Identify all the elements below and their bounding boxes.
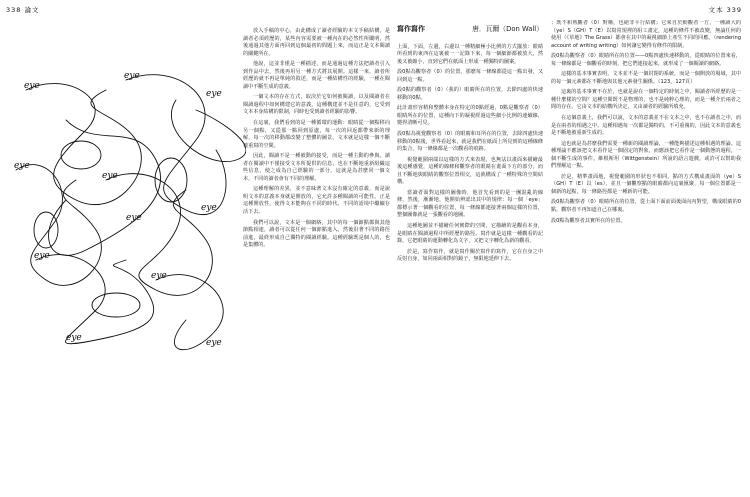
paragraph: 一個文本的存在方式，取決於它如何被閱讀，以及閱讀者在閱讀過程中如何構建它的意義。這種構建並不是任意的，它受到文本本身結構的限制，同時也受到讀者經驗的影響。	[243, 94, 390, 116]
scribble-line-8	[171, 100, 246, 162]
eye-label: eye	[24, 81, 40, 91]
paragraph: 這種理解的差異，並不意味著文本沒有確定的意義，而是說明文本的意義本身就是開放的，它允許多種閱讀的可能性。正是這種開放性，使得文本能夠在不同的時代、不同的語境中繼續存活下去。	[243, 186, 390, 216]
eye-label: eye	[14, 161, 30, 171]
page-number-right: 文本 339	[708, 6, 742, 14]
paragraph: 當讀者面對這樣的圖像時，他首先看到的是一團混亂的線條，然後，漸漸地，他開始辨認出其中的規律：每一個「eye」都標示著一個觀看的位置，每一條線都連接著兩個這樣的位置，整個圖像就是一張觀看的地圖。	[397, 189, 543, 219]
paragraph: 這種地圖並不描繪任何實際的空間，它描繪的是觀看本身，是眼睛在閱讀過程中所經歷的路徑。寫作就是這樣一種觀看的記錄，它把眼睛的運動轉化為文字，又把文字轉化為新的觀看。	[397, 223, 543, 245]
text-column-left	[243, 20, 390, 490]
eye-label: eye	[102, 171, 118, 181]
scribble-drawing	[6, 60, 246, 360]
paragraph: 設0點為視覺觀察者（0）的眼睛和耳所在的位置，去除四處快速移動的0點後，世界看起來，就是我們在紙面上所見到的這種線條的集合，每一條線都是一次觀看的痕跡。	[397, 131, 543, 153]
scribble-loop-1	[61, 141, 101, 169]
paragraph: 這也就是為甚麼我們需要一種新的閱讀理論，一種能夠描述這種相遇的理論。這種理論不應該把文本看作是一個固定的對象，而應該把它看作是一個動態的過程，一個不斷生成的事件。維根斯坦（Wittgenstein）所說的語言遊戲，或許可以幫助我們理解這一點。	[551, 140, 741, 170]
paragraph: 設0點為觀察者（0）的位置，那麼每一條線都從這一點出發，又回到這一點。	[397, 69, 543, 83]
paragraph: 在這個意義上，我們可以說，文本的意義並不在文本之中，也不在讀者之中，而是在兩者的相遇之中。這種相遇每一次都是獨特的，不可重複的，因此文本的意義也是不斷地被重新生成的。	[551, 115, 741, 137]
article-heading-row	[397, 26, 543, 34]
paragraph: 於是，精準畫面地，視覺範圍的形狀也不相同。點的方式構成畫面的（ye）S（GH）T（E）以（es），並且一個觀察點的眼睛都向這裏匯聚，每一個位置都是一個新的起點，每一條路徑都是一種新的可能。	[551, 173, 741, 195]
eye-label: eye	[201, 203, 217, 213]
paragraph: 上面，下面，左邊，右邊以一種精細極小比例的方式擺放：眼睛所看到的東西在這裏被一一記錄下來，每一個細節都被放大，然後又被縮小，直到它們在紙面上形成一種獨特的圖案。	[397, 43, 543, 65]
paragraph: 設0點為觀察者（0）眼睛所在的位置——0點四處快速移動的。從眼睛的位置來看，每一條線都是一個觀看的時刻，把它們連接起來，就形成了一個閱讀的網絡。	[551, 53, 741, 67]
text-column-right	[551, 20, 741, 490]
paragraph: 此計畫形容精和整體本身在特定的0點經過，0點是觀察者（0）眼睛所在的位置，這種向下的凝視經過這些細小比例的連續線，變得清晰可見。	[397, 105, 543, 127]
paragraph: 這樣的基本事實表明，文本並不是一個封閉的系統，而是一個開放的場域，其中的每一個元素都在不斷地與其他元素發生關係。（123，127頁）	[551, 71, 741, 85]
eye-label: eye	[126, 213, 142, 223]
paragraph: 我們可以說，文本是一個網絡，其中的每一個節點都與其他節點相連，讀者可以從任何一個節點進入，然後沿著不同的路徑前進，最終形成自己獨特的閱讀經驗。這種經驗既是個人的，也是集體的。	[243, 219, 390, 249]
scribble-line-3	[16, 165, 101, 286]
scribble-loop-4	[34, 212, 58, 248]
paragraph: 放入手稿的中心，由此構成了讀者經驗的本文手稿結構，是讀者必須經歷的，某些內容需要被一種內在的必然性所闡明，然後通過其他方面再回到這個最初的問題上來，而這正是文本閱讀的關鍵所在。	[243, 28, 390, 57]
text-column-middle	[397, 20, 543, 490]
scribble-line-7	[49, 120, 161, 255]
paragraph: 視覺範圍兩端以這樣的方式來表現，也無法以畫面來描繪最後這種感覺，這種的線條和觀察者的眼睛在畫面下方的部分，而且不斷地與眼睛的觀察位置相交，這就構成了一種特殊的空間結構。	[397, 156, 543, 186]
eye-scribble-figure	[6, 60, 246, 360]
paragraph: 於是，寫作寫作，就是寫作關於寫作的寫作，它在自身之中反射自身，如同兩面相對的鏡子，無限地延伸下去。	[397, 248, 543, 263]
eye-label: eye	[124, 71, 140, 81]
paragraph: 因此，閱讀不是一種被動的接受，而是一種主動的參與。讀者在閱讀中不僅接受文本所提供的信息，也在不斷地重新組織這些信息，使之成為自己經驗的一部分。這就是為甚麼同一個文本，不同的讀者會有不同的理解。	[243, 153, 390, 182]
page-number-left: 338 論文	[6, 6, 40, 14]
paragraph: 這裏的基本事實不在於，也就是說在一個特定的時刻之中，閱讀者所經歷的是一種什麼樣的空間？這種空間既不是物理的，也不是純粹心理的，而是一種介於兩者之間的存在。它由文本的結構所決定，又由讀者的經驗所填充。	[551, 89, 741, 111]
paragraph: 在這裏，我們看到的是一種循環的運動：眼睛從一個點移向另一個點，又從那一點回到原處，每一次的回返都帶來新的理解，每一次的移動都改變了整體的圖景。文本就是這樣一個不斷被重寫的空間。	[243, 120, 390, 149]
paragraph: 設0點為觀察者（0）眼睛所在的位置，從上面下面前面後面向內對望，構成眼睛的0點，觀察者不再知道自己在哪裏。	[551, 199, 741, 214]
eye-label: eye	[151, 271, 167, 281]
eye-label: eye	[206, 338, 222, 348]
paragraph: 他說，這並非僅是一種描述，而是通過這種方法把讀者引入到作品中去，然後再用另一種方式將其展開。這樣一來，讀者所經歷的就不再是單純的敘述，而是一種結構性的經驗，一種在閱讀中不斷生成的意義。	[243, 61, 390, 90]
eye-label: eye	[66, 333, 82, 343]
article-author: 唐．瓦爾（Don Wall）	[472, 25, 543, 33]
paragraph: 設0點為觀察者其實所在的位置。	[551, 217, 626, 224]
article-title: 寫作寫作	[397, 25, 425, 33]
eye-label: eye	[206, 89, 222, 99]
scribble-loop-3	[92, 293, 140, 317]
paragraph: ；既不和熟觀者（0）對稱，也絕非平行結構；它來自於動觀者一方，一種讀大的（ye）S（GH）T（E）以寫常規裡的組工畫定，這種的條件不被改變，無論任何的使用（《草地》The Grass）都會在其中的凝視細節上產生不同的回應。（rendering account of writing writing）如何讓它變得有條件的限制。	[551, 20, 741, 49]
paragraph: 設0點的觀察者（0）（我的）眼睛所在的位置，去除四處的快速移動的0點。	[397, 87, 543, 101]
scribble-line-1	[26, 84, 141, 205]
eye-label: eye	[34, 251, 50, 261]
